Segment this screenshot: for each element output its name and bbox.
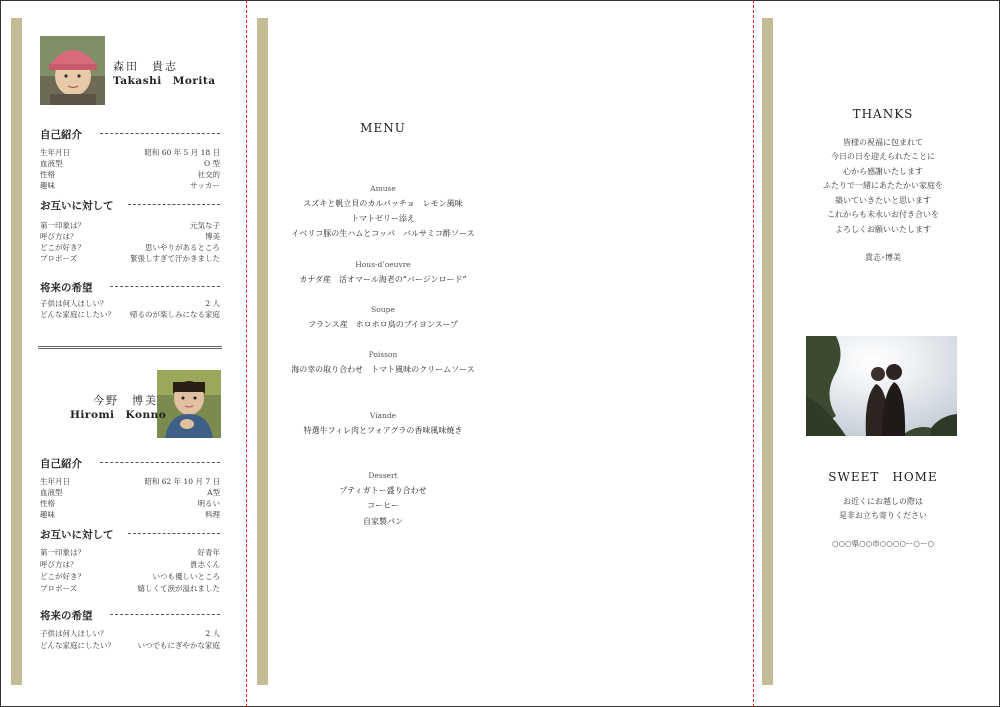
groom-name-en: Takashi Morita bbox=[113, 75, 216, 87]
row-value: 好青年 bbox=[197, 548, 220, 557]
section-rule bbox=[128, 533, 220, 534]
profile-divider bbox=[38, 346, 222, 349]
row-value: 料理 bbox=[205, 510, 220, 519]
row-value: サッカー bbox=[190, 181, 220, 190]
dish: スズキと帆立貝のカルパッチョ レモン風味 bbox=[303, 199, 463, 208]
dish: フランス産 ホロホロ鳥のブイヨンスープ bbox=[308, 320, 458, 329]
section-title: 将来の希望 bbox=[40, 610, 93, 622]
section-rule bbox=[110, 286, 220, 287]
row-value: いつも優しいところ bbox=[152, 572, 220, 581]
row-label: 血液型 bbox=[40, 159, 63, 168]
accent-bar bbox=[762, 18, 773, 685]
row-label: 趣味 bbox=[40, 510, 55, 519]
row-value: 嬉しくて涙が溢れました bbox=[137, 584, 220, 593]
row-label: 血液型 bbox=[40, 488, 63, 497]
row-label: どんな家庭にしたい？ bbox=[40, 641, 115, 650]
dish: 海の幸の取り合わせ トマト風味のクリームソース bbox=[291, 365, 475, 374]
row-label: 呼び方は？ bbox=[40, 560, 78, 569]
row-label: プロポーズ bbox=[40, 584, 78, 593]
thanks-title: THANKS bbox=[852, 107, 914, 121]
row-value: 社交的 bbox=[197, 170, 220, 179]
row-label: 呼び方は？ bbox=[40, 232, 78, 241]
fold-line bbox=[246, 0, 247, 707]
thanks-line: 築いていきたいと思います bbox=[835, 196, 931, 205]
thanks-line: 皆様の祝福に包まれて bbox=[843, 138, 923, 147]
row-label: 性格 bbox=[40, 170, 55, 179]
row-label: 性格 bbox=[40, 499, 55, 508]
thanks-line: 今日の日を迎えられたことに bbox=[831, 152, 935, 161]
section-rule bbox=[110, 614, 220, 615]
accent-bar bbox=[11, 18, 22, 685]
course-name: Hous-d’oeuvre bbox=[355, 260, 411, 269]
row-label: 生年月日 bbox=[40, 477, 70, 486]
row-value: A型 bbox=[207, 488, 220, 497]
fold-line bbox=[753, 0, 754, 707]
menu-title: MENU bbox=[360, 121, 406, 135]
couple-photo bbox=[806, 336, 957, 436]
bride-name-en: Hiromi Konno bbox=[70, 409, 167, 421]
course-name: Amuse bbox=[370, 184, 396, 193]
row-value: 帰るのが楽しみになる家庭 bbox=[130, 310, 220, 319]
dish: イベリコ豚の生ハムとコッパ バルサミコ酢ソース bbox=[291, 229, 475, 238]
row-label: 生年月日 bbox=[40, 148, 70, 157]
section-title: お互いに対して bbox=[40, 200, 114, 212]
groom-photo bbox=[40, 36, 105, 105]
section-title: 将来の希望 bbox=[40, 282, 93, 294]
dish: カナダ産 活オマール海老の“バージンロード” bbox=[299, 275, 467, 284]
dish: コーヒー bbox=[367, 501, 399, 510]
section-title: お互いに対して bbox=[40, 529, 114, 541]
section-title: 自己紹介 bbox=[40, 458, 82, 470]
row-label: 第一印象は？ bbox=[40, 221, 85, 230]
row-value: 2 人 bbox=[205, 299, 220, 308]
accent-bar bbox=[257, 18, 268, 685]
row-label: 趣味 bbox=[40, 181, 55, 190]
dish: 特選牛フィレ肉とフォアグラの香味風味焼き bbox=[303, 426, 463, 435]
thanks-line: これからも末永いお付き合いを bbox=[827, 210, 939, 219]
row-value: 昭和 62 年 10 月 7 日 bbox=[144, 477, 220, 486]
row-value: 博美 bbox=[205, 232, 220, 241]
course-name: Viande bbox=[369, 411, 397, 420]
row-label: どこが好き？ bbox=[40, 572, 85, 581]
bride-photo bbox=[157, 370, 221, 438]
row-value: 元気な子 bbox=[190, 221, 220, 230]
thanks-line: 心から感謝いたします bbox=[843, 167, 923, 176]
row-label: どこが好き？ bbox=[40, 243, 85, 252]
groom-name-jp: 森田 貴志 bbox=[113, 60, 178, 73]
section-title: 自己紹介 bbox=[40, 129, 82, 141]
row-value: O 型 bbox=[203, 159, 220, 168]
row-value: いつでもにぎやかな家庭 bbox=[137, 641, 220, 650]
dish: プティガトー盛り合わせ bbox=[339, 486, 427, 495]
bride-name-jp: 今野 博美 bbox=[93, 394, 158, 407]
row-label: どんな家庭にしたい？ bbox=[40, 310, 115, 319]
row-value: 貴志くん bbox=[190, 560, 220, 569]
thanks-signature: 貴志･博美 bbox=[865, 253, 901, 262]
dish: 自家製パン bbox=[363, 517, 403, 526]
dish: トマトゼリー添え bbox=[351, 214, 415, 223]
course-name: Soupe bbox=[371, 305, 395, 314]
thanks-line: よろしくお願いいたします bbox=[835, 225, 931, 234]
thanks-line: ふたりで一緒にあたたかい家庭を bbox=[823, 181, 943, 190]
row-value: 2 人 bbox=[205, 629, 220, 638]
row-label: 子供は何人ほしい？ bbox=[40, 299, 108, 308]
row-label: 子供は何人ほしい？ bbox=[40, 629, 108, 638]
course-name: Poisson bbox=[368, 350, 398, 359]
row-label: プロポーズ bbox=[40, 254, 78, 263]
section-rule bbox=[100, 462, 220, 463]
row-value: 思いやりがあるところ bbox=[145, 243, 220, 252]
row-value: 明るい bbox=[197, 499, 220, 508]
home-address: ○○○県○○市○○○○ー○ー○ bbox=[832, 539, 934, 548]
row-value: 昭和 60 年 5 月 18 日 bbox=[144, 148, 220, 157]
section-rule bbox=[100, 133, 220, 134]
home-line: 是非お立ち寄りください bbox=[839, 511, 927, 520]
home-title: SWEET HOME bbox=[828, 470, 938, 484]
home-line: お近くにお越しの際は bbox=[843, 497, 923, 506]
row-label: 第一印象は？ bbox=[40, 548, 85, 557]
section-rule bbox=[128, 204, 220, 205]
row-value: 緊張しすぎて汗かきました bbox=[130, 254, 220, 263]
course-name: Dessert bbox=[368, 471, 398, 480]
